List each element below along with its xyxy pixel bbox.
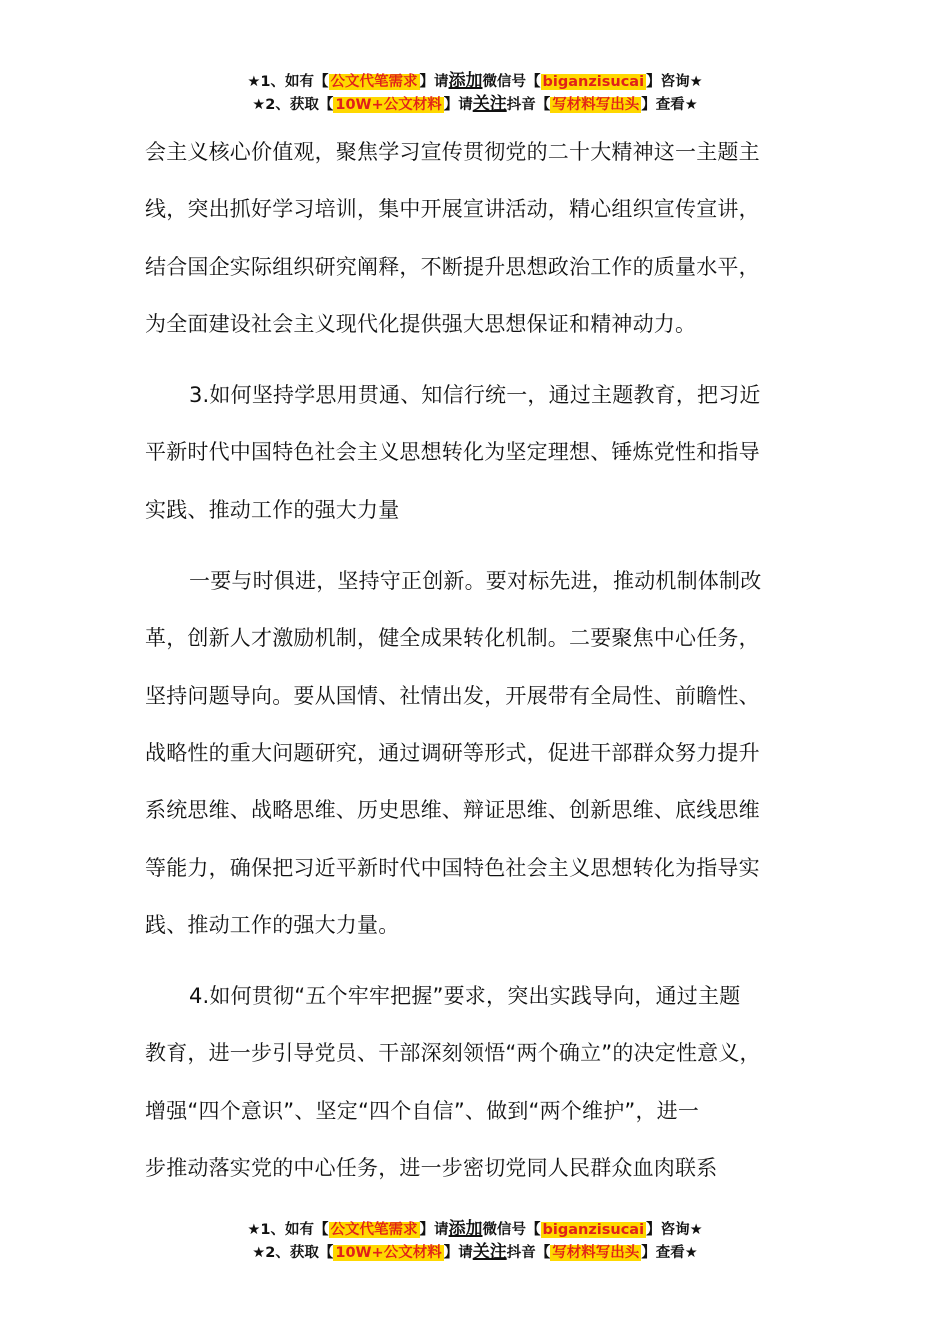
banner-emphasis: 添加	[448, 71, 483, 91]
banner-highlight: 公文代笔需求	[330, 74, 418, 90]
text-line-content: 一要与时俱进，坚持守正创新。要对标先进，推动机制体制改	[189, 569, 762, 594]
text-line: 革，创新人才激励机制，健全成果转化机制。二要聚焦中心任务，	[145, 626, 760, 651]
banner-text: ★1、如有【	[247, 74, 329, 90]
banner-text: ★2、获取【	[252, 1245, 334, 1261]
text-line: 战略性的重大问题研究，通过调研等形式，促进干部群众努力提升	[145, 740, 760, 765]
text-line: 坚持问题导向。要从国情、社情出发，开展带有全局性、前瞻性、	[145, 683, 760, 708]
banner-line-1	[0, 1218, 950, 1241]
text-line: 实践、推动工作的强大力量	[145, 497, 400, 522]
text-line: 增强“四个意识”、坚定“四个自信”、做到“两个维护”，进一	[145, 1098, 700, 1123]
text-line: 系统思维、战略思维、历史思维、辩证思维、创新思维、底线思维	[145, 798, 760, 823]
document-body	[145, 124, 825, 1197]
banner-emphasis: 关注	[472, 94, 507, 114]
banner-line-2	[0, 1241, 950, 1264]
banner-text: 抖音【	[506, 97, 551, 113]
text-line: 步推动落实党的中心任务，进一步密切党同人民群众血肉联系	[145, 1156, 718, 1181]
text-line: 结合国企实际组织研究阐释，不断提升思想政治工作的质量水平，	[145, 254, 760, 279]
banner-text: 】查看★	[641, 97, 698, 113]
banner-highlight: 10W+公文材料	[335, 1245, 442, 1261]
text-line-content: 4.如何贯彻“五个牢牢把握”要求，突出实践导向，通过主题	[189, 984, 741, 1009]
banner-highlight: 写材料写出头	[552, 1245, 640, 1261]
banner-text: 】咨询★	[646, 1222, 703, 1238]
text-line-content: 3.如何坚持学思用贯通、知信行统一，通过主题教育，把习近	[189, 383, 761, 408]
text-line: 平新时代中国特色社会主义思想转化为坚定理想、锤炼党性和指导	[145, 440, 760, 465]
banner-text: 抖音【	[506, 1245, 551, 1261]
text-line: 践、推动工作的强大力量。	[145, 912, 400, 937]
banner-text: 】咨询★	[646, 74, 703, 90]
banner-text: 】请	[419, 74, 449, 90]
banner-highlight: 公文代笔需求	[330, 1222, 418, 1238]
paragraph-2-heading	[145, 367, 825, 539]
text-line	[145, 553, 825, 610]
banner-emphasis: 关注	[472, 1242, 507, 1262]
text-line: 教育，进一步引导党员、干部深刻领悟“两个确立”的决定性意义，	[145, 1041, 761, 1066]
banner-text: 微信号【	[482, 74, 541, 90]
banner-text: ★1、如有【	[247, 1222, 329, 1238]
text-line	[145, 968, 825, 1025]
banner-highlight: 写材料写出头	[552, 97, 640, 113]
banner-highlight: 10W+公文材料	[335, 97, 442, 113]
text-line: 为全面建设社会主义现代化提供强大思想保证和精神动力。	[145, 311, 697, 336]
text-line	[145, 367, 825, 424]
banner-emphasis: 添加	[448, 1219, 483, 1239]
header-banner	[0, 70, 950, 116]
paragraph-1	[145, 124, 825, 353]
banner-line-1	[0, 70, 950, 93]
banner-text: 微信号【	[482, 1222, 541, 1238]
paragraph-3	[145, 553, 825, 954]
banner-highlight: biganzisucai	[542, 1222, 645, 1238]
banner-text: 】请	[443, 97, 473, 113]
paragraph-4-heading	[145, 968, 825, 1197]
banner-text: 】请	[419, 1222, 449, 1238]
text-line: 等能力，确保把习近平新时代中国特色社会主义思想转化为指导实	[145, 855, 760, 880]
text-line: 线，突出抓好学习培训，集中开展宣讲活动，精心组织宣传宣讲，	[145, 197, 760, 222]
footer-banner	[0, 1218, 950, 1264]
banner-line-2	[0, 93, 950, 116]
text-line: 会主义核心价值观，聚焦学习宣传贯彻党的二十大精神这一主题主	[145, 140, 760, 164]
banner-highlight: biganzisucai	[542, 74, 645, 90]
banner-text: 】查看★	[641, 1245, 698, 1261]
banner-text: 】请	[443, 1245, 473, 1261]
banner-text: ★2、获取【	[252, 97, 334, 113]
